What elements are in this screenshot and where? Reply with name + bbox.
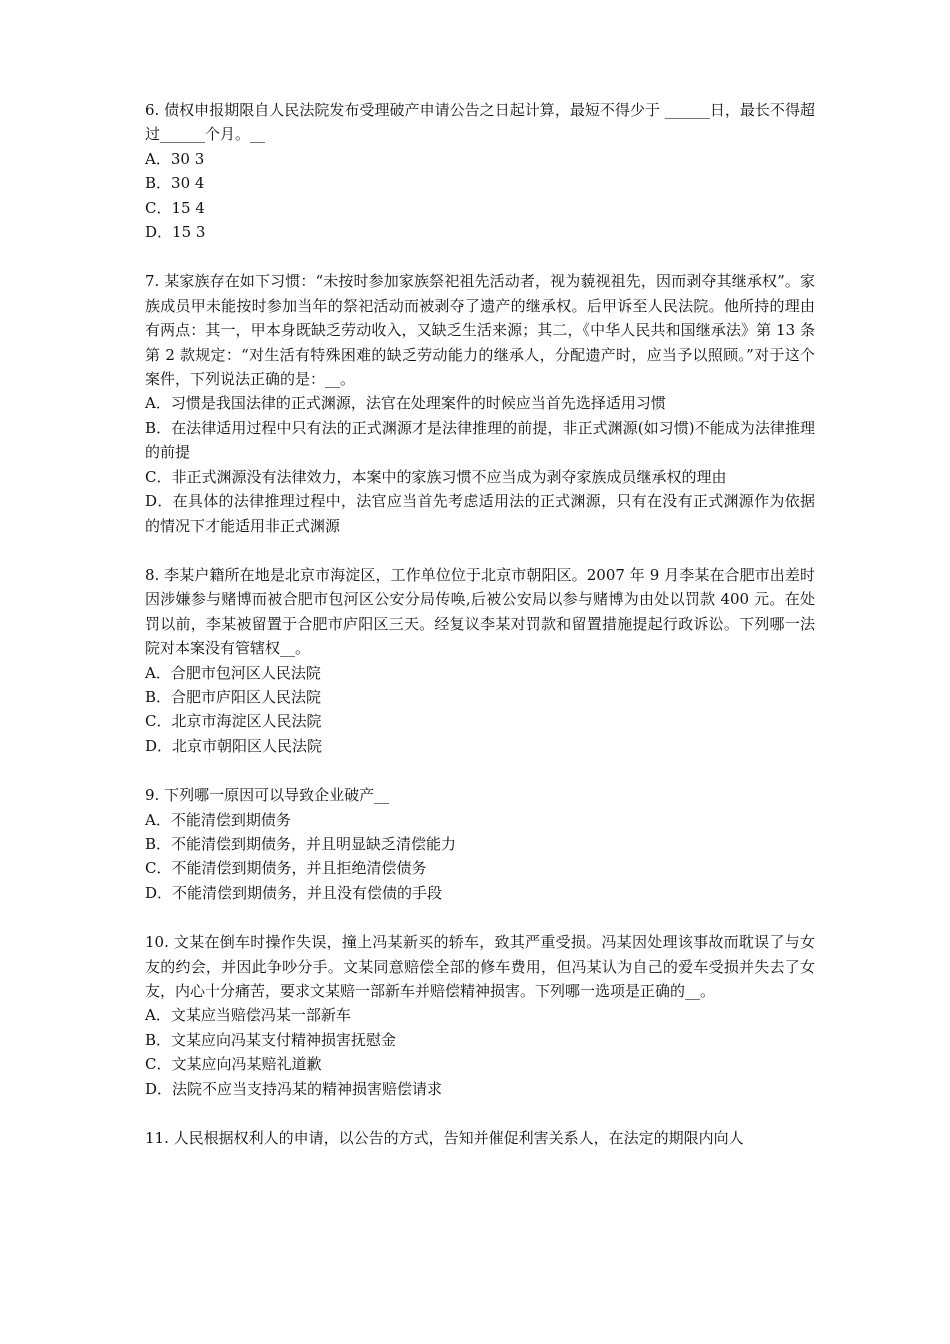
- question-text: 9. 下列哪一原因可以导致企业破产__: [145, 786, 390, 805]
- question-11: [145, 1126, 815, 1150]
- option-d: D．法院不应当支持冯某的精神损害赔偿请求: [145, 1079, 443, 1098]
- option-a: A．30 3: [145, 149, 205, 168]
- option-d: D．15 3: [145, 223, 206, 242]
- question-6: [145, 98, 815, 244]
- question-text: 11. 人民根据权利人的申请，以公告的方式，告知并催促利害关系人，在法定的期限内向人: [145, 1129, 744, 1148]
- question-text: 10. 文某在倒车时操作失误，撞上冯某新买的轿车，致其严重受损。冯某因处理该事故而耽误了与女友的约会，并因此争吵分手。文某同意赔偿全部的修车费用，但冯某认为自己的爱车受损并失去了女友，内心十分痛苦，要求文某赔一部新车并赔偿精神损害。下列哪一选项是正确的__。: [145, 933, 815, 1000]
- option-b: B．在法律适用过程中只有法的正式渊源才是法律推理的前提，非正式渊源(如习惯)不能成为法律推理的前提: [145, 418, 815, 462]
- option-c: C．不能清偿到期债务，并且拒绝清偿债务: [145, 859, 427, 878]
- option-a: A．合肥市包河区人民法院: [145, 663, 321, 682]
- document-page: [145, 98, 815, 1175]
- option-d: D．不能清偿到期债务，并且没有偿债的手段: [145, 883, 443, 902]
- question-7: [145, 269, 815, 537]
- question-text: 7. 某家族存在如下习惯：“未按时参加家族祭祀祖先活动者，视为藐视祖先，因而剥夺其继承权”。家族成员甲未能按时参加当年的祭祀活动而被剥夺了遗产的继承权。后甲诉至人民法院。他所持的理由有两点：其一，甲本身既缺乏劳动收入，又缺乏生活来源；其二，《中华人民共和国继承法》第 13 条第 2 款规定：“对生活有特殊困难的缺乏劳动能力的继承人，分配遗产时，应当予以照顾。”对于这个案件，下列说法正确的是：__。: [145, 272, 815, 389]
- question-text: 6. 债权申报期限自人民法院发布受理破产申请公告之日起计算，最短不得少于 ______日，最长不得超过______个月。__: [145, 101, 815, 144]
- option-b: B．30 4: [145, 174, 205, 193]
- option-a: A．文某应当赔偿冯某一部新车: [145, 1006, 351, 1025]
- question-9: [145, 783, 815, 905]
- option-d: D．在具体的法律推理过程中，法官应当首先考虑适用法的正式渊源，只有在没有正式渊源作为依据的情况下才能适用非正式渊源: [145, 492, 815, 535]
- option-b: B．文某应向冯某支付精神损害抚慰金: [145, 1030, 397, 1049]
- question-8: [145, 563, 815, 758]
- option-c: C．北京市海淀区人民法院: [145, 712, 322, 731]
- option-d: D．北京市朝阳区人民法院: [145, 736, 323, 755]
- question-text: 8. 李某户籍所在地是北京市海淀区，工作单位位于北京市朝阳区。2007 年 9 月李某在合肥市出差时因涉嫌参与赌博而被合肥市包河区公安分局传唤,后被公安局以参与赌博为由处以罚款 400 元。在处罚以前，李某被留置于合肥市庐阳区三天。经复议李某对罚款和留置措施提起行政诉讼。下列哪一法院对本案没有管辖权__。: [145, 565, 815, 658]
- option-c: C．文某应向冯某赔礼道歉: [145, 1055, 322, 1074]
- option-b: B．不能清偿到期债务，并且明显缺乏清偿能力: [145, 834, 457, 853]
- option-a: A．不能清偿到期债务: [145, 810, 291, 829]
- option-b: B．合肥市庐阳区人民法院: [145, 687, 322, 706]
- option-a: A．习惯是我国法律的正式渊源，法官在处理案件的时候应当首先选择适用习惯: [145, 394, 666, 413]
- option-c: C．非正式渊源没有法律效力，本案中的家族习惯不应当成为剥夺家族成员继承权的理由: [145, 467, 727, 486]
- question-10: [145, 930, 815, 1101]
- option-c: C．15 4: [145, 198, 205, 217]
